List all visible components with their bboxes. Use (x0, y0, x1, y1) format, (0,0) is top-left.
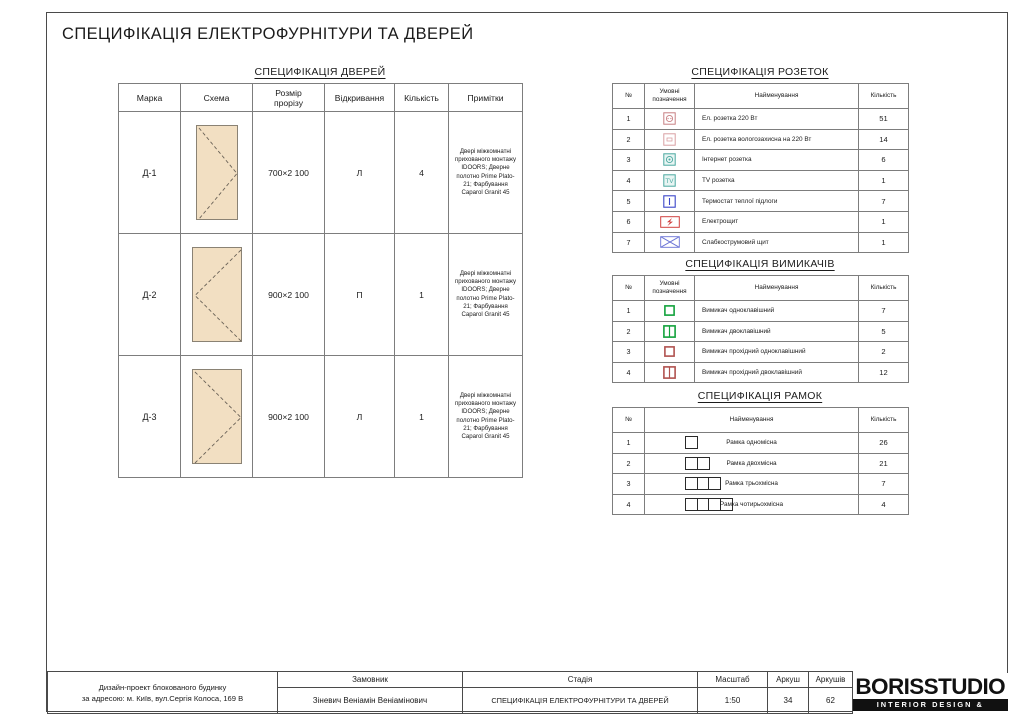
switch-quantity: 12 (859, 362, 909, 383)
sockets-specification-block (612, 66, 908, 253)
socket-name: TV розетка (695, 170, 859, 191)
door-mark: Д-2 (119, 234, 181, 356)
socket-no: 2 (613, 129, 645, 150)
switch-no: 3 (613, 342, 645, 363)
sockets-col-qty: Кількість (859, 84, 909, 109)
switches-col-symbol (645, 276, 695, 301)
frames-col-name: Найменування (645, 408, 859, 433)
socket-no: 3 (613, 150, 645, 171)
socket-no: 5 (613, 191, 645, 212)
switches-col-symbol-line2: позначення (652, 288, 687, 295)
switches-table-caption: СПЕЦИФІКАЦІЯ ВИМИКАЧІВ (685, 258, 835, 270)
door-note: Двері міжкомнатні прихованого монтажу IDOORS; Дверне полотно Prime Plato-21; Фарбування Caparol Granit 45 (449, 112, 523, 234)
frame-no: 3 (613, 474, 645, 495)
doors-col-notes: Примітки (449, 84, 523, 112)
switch-name: Вимикач прохідний одноклавішний (695, 342, 859, 363)
title-block (47, 671, 1007, 721)
table-row (613, 191, 909, 212)
sockets-col-name: Найменування (695, 84, 859, 109)
electrical-panel-icon (645, 211, 695, 232)
frame-quantity: 7 (859, 474, 909, 495)
doors-col-size-line1: Розмір (275, 87, 302, 98)
door-size: 700×2 100 (253, 112, 325, 234)
client-value: Зіневич Веніамін Веніамінович (278, 688, 463, 714)
frame-name-cell (645, 453, 859, 474)
low-current-panel-icon (645, 232, 695, 253)
door-mark: Д-3 (119, 356, 181, 478)
frames-table (612, 407, 909, 515)
frame-name-cell (645, 433, 859, 454)
studio-logo-tagline: INTERIOR DESIGN & ARCHITECTURE (853, 699, 1008, 711)
studio-logo-name: BORISSTUDIO (855, 673, 1006, 699)
frames-header-row (613, 408, 909, 433)
sockets-table (612, 83, 909, 253)
doors-table (118, 83, 523, 478)
door-quantity: 1 (395, 234, 449, 356)
door-schema (181, 234, 253, 356)
sheets-header: Аркушів (809, 672, 853, 688)
doors-col-size (253, 84, 325, 112)
switch-name: Вимикач прохідний двоклавішний (695, 362, 859, 383)
switches-col-name: Найменування (695, 276, 859, 301)
switch-quantity: 2 (859, 342, 909, 363)
table-row (613, 109, 909, 130)
socket-quantity: 51 (859, 109, 909, 130)
frames-col-no: № (613, 408, 645, 433)
doors-col-opening: Відкривання (325, 84, 395, 112)
door-opening: П (325, 234, 395, 356)
scale-header: Масштаб (698, 672, 768, 688)
door-size: 900×2 100 (253, 234, 325, 356)
sockets-header-row (613, 84, 909, 109)
door-schema (181, 112, 253, 234)
sockets-table-caption: СПЕЦИФІКАЦІЯ РОЗЕТОК (691, 66, 829, 78)
stage-header: Стадія (463, 672, 698, 688)
door-opening: Л (325, 356, 395, 478)
frame-quantity: 26 (859, 433, 909, 454)
table-row (119, 112, 523, 234)
switch-no: 1 (613, 301, 645, 322)
socket-quantity: 1 (859, 211, 909, 232)
switch-pass-double-icon (645, 362, 695, 383)
socket-quantity: 14 (859, 129, 909, 150)
frame-quantity: 4 (859, 494, 909, 515)
switch-name: Вимикач одноклавішний (695, 301, 859, 322)
internet-socket-icon (645, 150, 695, 171)
switch-name: Вимикач двоклавішний (695, 321, 859, 342)
switches-specification-block (612, 258, 908, 383)
socket-name: Ел. розетка вологозахисна на 220 Вт (695, 129, 859, 150)
frame-no: 4 (613, 494, 645, 515)
frame-quantity: 21 (859, 453, 909, 474)
socket-name: Ел. розетка 220 Вт (695, 109, 859, 130)
switches-col-symbol-line1: Умовні (659, 280, 680, 288)
switch-no: 4 (613, 362, 645, 383)
door-mark: Д-1 (119, 112, 181, 234)
table-row (119, 234, 523, 356)
doors-specification-block (118, 66, 522, 478)
sheets-value: 62 (809, 688, 853, 714)
socket-no: 1 (613, 109, 645, 130)
table-row (613, 232, 909, 253)
switches-col-qty: Кількість (859, 276, 909, 301)
table-row (613, 474, 909, 495)
svg-text:TV: TV (665, 178, 674, 186)
project-description (48, 672, 278, 714)
frame-name: Рамка двохмісна (726, 459, 777, 467)
door-note: Двері міжкомнатні прихованого монтажу IDOORS; Дверне полотно Prime Plato-21; Фарбування Caparol Granit 45 (449, 234, 523, 356)
switch-double-icon (645, 321, 695, 342)
socket-name: Термостат теплої підлоги (695, 191, 859, 212)
table-row (613, 301, 909, 322)
socket-name: Інтернет розетка (695, 150, 859, 171)
socket-220v-icon (645, 109, 695, 130)
frame-no: 1 (613, 433, 645, 454)
switches-col-no: № (613, 276, 645, 301)
studio-logo (853, 672, 1008, 721)
doors-table-caption: СПЕЦИФІКАЦІЯ ДВЕРЕЙ (254, 66, 386, 78)
frame-name: Рамка трьохмісна (725, 480, 778, 488)
socket-quantity: 1 (859, 170, 909, 191)
switch-no: 2 (613, 321, 645, 342)
sheet-header: Аркуш (768, 672, 809, 688)
table-row (613, 129, 909, 150)
switch-quantity: 7 (859, 301, 909, 322)
sockets-col-no: № (613, 84, 645, 109)
table-row (613, 453, 909, 474)
door-schema (181, 356, 253, 478)
frame-no: 2 (613, 453, 645, 474)
door-leaf-diagram (192, 247, 242, 342)
door-leaf-diagram (192, 369, 242, 464)
socket-name: Слабкострумовий щит (695, 232, 859, 253)
socket-quantity: 1 (859, 232, 909, 253)
door-quantity: 4 (395, 112, 449, 234)
frames-specification-block (612, 390, 908, 515)
table-row (613, 362, 909, 383)
table-row (613, 170, 909, 191)
doors-col-mark: Марка (119, 84, 181, 112)
sockets-col-symbol-line1: Умовні (659, 88, 680, 96)
switches-header-row (613, 276, 909, 301)
socket-quantity: 7 (859, 191, 909, 212)
sheet-value: 34 (768, 688, 809, 714)
tv-socket-icon (645, 170, 695, 191)
switch-pass-single-icon (645, 342, 695, 363)
doors-col-size-line2: прорізу (273, 97, 304, 108)
table-row (613, 321, 909, 342)
page-title: СПЕЦИФІКАЦІЯ ЕЛЕКТРОФУРНІТУРИ ТА ДВЕРЕЙ (62, 25, 474, 43)
project-line-1: Дизайн-проект блокованого будинку (98, 682, 227, 692)
frame-name: Рамка чотирьохмісна (719, 501, 784, 509)
title-block-table (47, 671, 1008, 721)
frame-name: Рамка одномісна (726, 439, 777, 447)
frame-name-cell (645, 494, 859, 515)
project-line-2: за адресою: м. Київ, вул.Сергія Колоса, 169 В (81, 693, 244, 703)
door-opening: Л (325, 112, 395, 234)
switch-single-icon (645, 301, 695, 322)
door-quantity: 1 (395, 356, 449, 478)
door-size: 900×2 100 (253, 356, 325, 478)
table-row (119, 356, 523, 478)
floor-thermostat-icon (645, 191, 695, 212)
doors-col-qty: Кількість (395, 84, 449, 112)
socket-name: Електрощит (695, 211, 859, 232)
door-note: Двері міжкомнатні прихованого монтажу IDOORS; Дверне полотно Prime Plato-21; Фарбування Caparol Granit 45 (449, 356, 523, 478)
socket-no: 6 (613, 211, 645, 232)
table-row (613, 342, 909, 363)
switches-table (612, 275, 909, 383)
sockets-col-symbol-line2: позначення (652, 96, 687, 103)
socket-quantity: 6 (859, 150, 909, 171)
frames-table-caption: СПЕЦИФІКАЦІЯ РАМОК (697, 390, 823, 402)
switch-quantity: 5 (859, 321, 909, 342)
door-leaf-diagram (196, 125, 238, 220)
doors-col-schema: Схема (181, 84, 253, 112)
socket-no: 4 (613, 170, 645, 191)
table-row (613, 433, 909, 454)
stage-value: СПЕЦИФІКАЦІЯ ЕЛЕКТРОФУРНІТУРИ ТА ДВЕРЕЙ (463, 688, 698, 714)
sockets-col-symbol (645, 84, 695, 109)
frames-col-qty: Кількість (859, 408, 909, 433)
table-row (613, 150, 909, 171)
frame-name-cell (645, 474, 859, 495)
socket-no: 7 (613, 232, 645, 253)
doors-table-header-row (119, 84, 523, 112)
table-row (613, 211, 909, 232)
socket-waterproof-220v-icon (645, 129, 695, 150)
scale-value: 1:50 (698, 688, 768, 714)
table-row (613, 494, 909, 515)
client-header: Замовник (278, 672, 463, 688)
